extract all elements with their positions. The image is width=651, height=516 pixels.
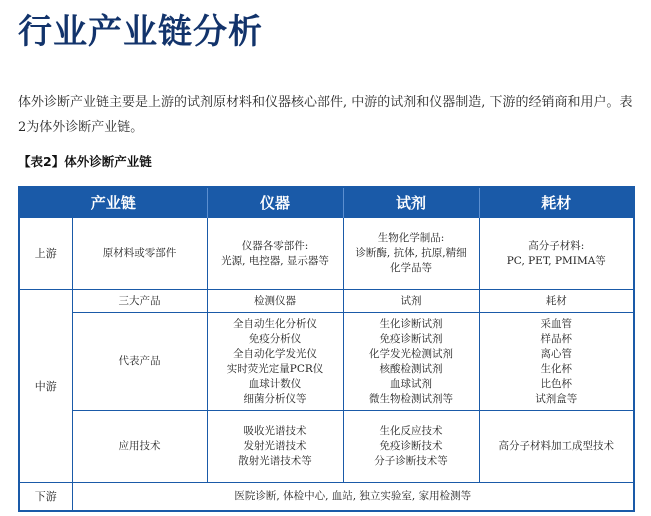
cell-line: 全自动生化分析仪	[233, 317, 318, 330]
cell-line: 免疫分析仪	[248, 332, 302, 345]
cell-upstream-reagent	[343, 218, 479, 290]
category-three-products: 三大产品	[72, 290, 207, 313]
cell-line: 分子诊断技术等	[374, 455, 448, 467]
cell-line: 诊断酶, 抗体, 抗原,精细	[355, 247, 467, 259]
cell-rep-consumable	[479, 313, 634, 411]
cell-tech-consumable: 高分子材料加工成型技术	[479, 411, 634, 483]
cell-tech-instrument	[207, 411, 343, 483]
cell-line: 高分子材料:	[528, 239, 585, 252]
cell-line: 免疫诊断技术	[379, 440, 443, 452]
table-row-representative-products	[19, 313, 634, 411]
intro-paragraph: 体外诊断产业链主要是上游的试剂原材料和仪器核心部件, 中游的试剂和仪器制造, 下游的经销商和用户。表2为体外诊断产业链。	[18, 95, 633, 135]
category-materials: 原材料或零部件	[72, 218, 207, 290]
header-instrument: 仪器	[207, 187, 343, 218]
cell-line: 试剂盒等	[535, 392, 578, 405]
cell-line: 样品杯	[540, 332, 573, 345]
industry-chain-table	[18, 186, 635, 512]
header-chain: 产业链	[19, 187, 207, 218]
cell-line: 核酸检测试剂	[379, 362, 443, 375]
cell-line: 采血管	[540, 317, 573, 330]
cell-line: 生化反应技术	[379, 425, 443, 437]
cell-line: 生化杯	[540, 362, 573, 375]
cell-line: 化学发光检测试剂	[369, 347, 454, 360]
header-reagent: 试剂	[343, 187, 479, 218]
cell-upstream-consumable	[479, 218, 634, 290]
cell-line: 化学品等	[390, 262, 433, 274]
cell-line: 细菌分析仪等	[243, 392, 307, 405]
table-row-upstream	[19, 218, 634, 290]
stage-upstream: 上游	[19, 218, 72, 290]
cell-line: 免疫诊断试剂	[379, 332, 443, 345]
cell-line: 吸收光谱技术	[243, 425, 307, 437]
stage-midstream: 中游	[19, 290, 72, 483]
cell-line: 血球试剂	[390, 377, 433, 390]
cell-line: 离心管	[540, 347, 573, 360]
table-row-applied-technology	[19, 411, 634, 483]
cell-mid-consumable: 耗材	[479, 290, 634, 313]
table-row-downstream	[19, 483, 634, 511]
cell-line: 生化诊断试剂	[379, 317, 443, 330]
cell-line: 发射光谱技术	[243, 440, 307, 452]
cell-line: 全自动化学发光仪	[233, 347, 318, 360]
cell-rep-instrument	[207, 313, 343, 411]
cell-mid-instrument: 检测仪器	[207, 290, 343, 313]
cell-line: 光源, 电控器, 显示器等	[221, 254, 329, 267]
cell-line: 仪器各零部件:	[241, 239, 309, 252]
cell-upstream-instrument	[207, 218, 343, 290]
page-title: 行业产业链分析	[18, 12, 263, 52]
cell-line: 实时荧光定量PCR仪	[226, 362, 324, 375]
cell-line: PC, PET, PMIMA等	[506, 254, 606, 267]
header-consumable: 耗材	[479, 187, 634, 218]
cell-downstream-content: 医院诊断, 体检中心, 血站, 独立实验室, 家用检测等	[72, 483, 634, 511]
stage-downstream: 下游	[19, 483, 72, 511]
category-applied-technology: 应用技术	[72, 411, 207, 483]
cell-line: 生物化学制品:	[377, 232, 445, 244]
cell-line: 血球计数仪	[248, 377, 302, 390]
category-representative-products: 代表产品	[72, 313, 207, 411]
cell-line: 微生物检测试剂等	[369, 392, 454, 405]
table-row-three-products	[19, 290, 634, 313]
table-caption: 【表2】体外诊断产业链	[18, 154, 152, 169]
cell-mid-reagent: 试剂	[343, 290, 479, 313]
table-header-row	[19, 187, 634, 218]
cell-rep-reagent	[343, 313, 479, 411]
cell-tech-reagent	[343, 411, 479, 483]
cell-line: 散射光谱技术等	[238, 455, 312, 467]
cell-line: 比色杯	[540, 377, 573, 390]
